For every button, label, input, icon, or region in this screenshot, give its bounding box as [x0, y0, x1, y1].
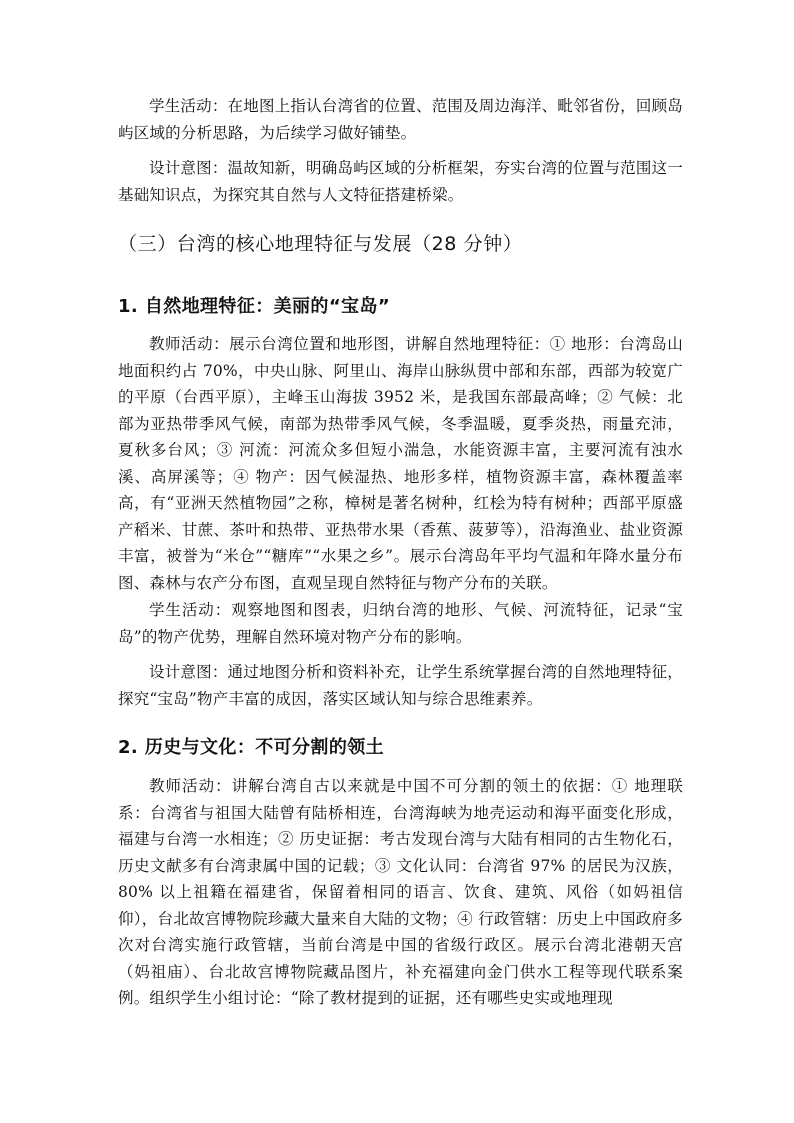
- design-intent-paragraph: 设计意图：温故知新，明确岛屿区域的分析框架，夯实台湾的位置与范围这一基础知识点，为探究其自然与人文特征搭建桥梁。: [118, 159, 683, 204]
- teacher-activity-paragraph: 教师活动：讲解台湾自古以来就是中国不可分割的领土的依据：① 地理联系：台湾省与祖国大陆曾有陆桥相连，台湾海峡为地壳运动和海平面变化形成，福建与台湾一水相连；② 历史证据：考古发现台湾与大陆有相同的古生物化石，历史文献多有台湾隶属中国的记载；③ 文化认同：台湾省 97% 的居民为汉族，80% 以上祖籍在福建省，保留着相同的语言、饮食、建筑、风俗（如妈祖信仰），台北故宫博物院珍藏大量来自大陆的文物；④ 行政管辖：历史上中国政府多次对台湾实施行政管辖，当前台湾是中国的省级行政区。展示台湾北港朝天宫（妈祖庙）、台北故宫博物院藏品图片，补充福建向金门供水工程等现代联系案例。组织学生小组讨论：“除了教材提到的证据，还有哪些史实或地理现: [118, 777, 683, 1007]
- design-intent-paragraph: 设计意图：通过地图分析和资料补充，让学生系统掌握台湾的自然地理特征，探究“宝岛”物产丰富的成因，落实区域认知与综合思维素养。: [118, 663, 683, 708]
- student-activity-paragraph: 学生活动：观察地图和图表，归纳台湾的地形、气候、河流特征，记录“宝岛”的物产优势，理解自然环境对物产分布的影响。: [118, 601, 683, 646]
- student-activity-paragraph: 学生活动：在地图上指认台湾省的位置、范围及周边海洋、毗邻省份，回顾岛屿区域的分析思路，为后续学习做好铺垫。: [118, 97, 683, 142]
- subsection-heading-history: 2. 历史与文化：不可分割的领土: [118, 737, 385, 758]
- subsection-heading-natural: 1. 自然地理特征：美丽的“宝岛”: [118, 296, 391, 317]
- teacher-activity-paragraph: 教师活动：展示台湾位置和地形图，讲解自然地理特征：① 地形：台湾岛山地面积约占 70%，中央山脉、阿里山、海岸山脉纵贯中部和东部，西部为较宽广的平原（台西平原），主峰玉山海拔 3952 米，是我国东部最高峰；② 气候：北部为亚热带季风气候，南部为热带季风气候，冬季温暖，夏季炎热，雨量充沛，夏秋多台风；③ 河流：河流众多但短小湍急，水能资源丰富，主要河流有浊水溪、高屏溪等；④ 物产：因气候湿热、地形多样，植物资源丰富，森林覆盖率高，有“亚洲天然植物园”之称，樟树是著名树种，红桧为特有树种；西部平原盛产稻米、甘蔗、茶叶和热带、亚热带水果（香蕉、菠萝等），沿海渔业、盐业资源丰富，被誉为“米仓”“糖库”“水果之乡”。展示台湾岛年平均气温和年降水量分布图、森林与农产分布图，直观呈现自然特征与物产分布的关联。: [118, 335, 683, 592]
- section-heading: （三）台湾的核心地理特征与发展（28 分钟）: [118, 233, 523, 255]
